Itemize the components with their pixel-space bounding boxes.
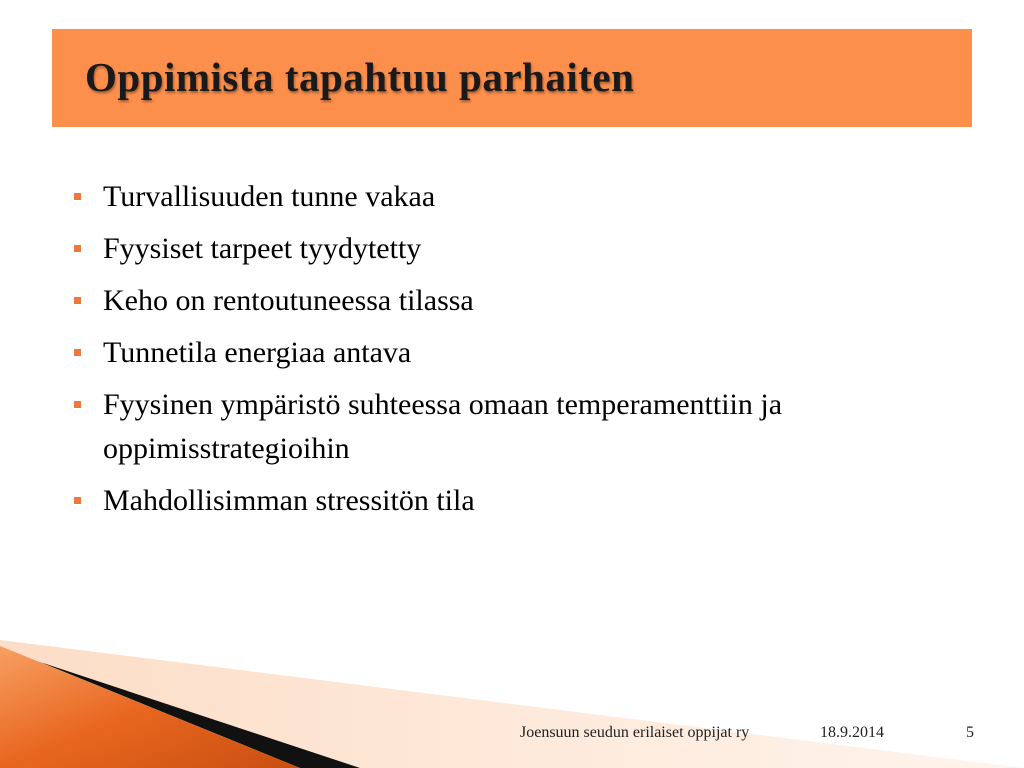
title-band xyxy=(52,29,972,127)
square-bullet-icon xyxy=(74,497,81,504)
list-item xyxy=(74,175,974,219)
footer-organization: Joensuun seudun erilaiset oppijat ry xyxy=(520,724,750,741)
slide-title: Oppimista tapahtuu parhaiten xyxy=(85,54,635,100)
bullet-list xyxy=(74,175,974,531)
square-bullet-icon xyxy=(74,297,81,304)
list-item xyxy=(74,279,974,323)
list-item xyxy=(74,227,974,271)
list-item xyxy=(74,479,974,523)
square-bullet-icon xyxy=(74,349,81,356)
bullet-text: Mahdollisimman stressitön tila xyxy=(103,484,475,517)
list-item xyxy=(74,331,974,375)
bullet-text: Fyysinen ympäristö suhteessa omaan temperamenttiin ja oppimisstrategioihin xyxy=(103,388,783,465)
bullet-text: Keho on rentoutuneessa tilassa xyxy=(103,284,474,317)
bullet-text: Turvallisuuden tunne vakaa xyxy=(103,180,436,213)
square-bullet-icon xyxy=(74,401,81,408)
bullet-text: Fyysiset tarpeet tyydytetty xyxy=(103,232,422,265)
bullet-text: Tunnetila energiaa antava xyxy=(103,336,412,369)
page-number: 5 xyxy=(966,724,974,741)
square-bullet-icon xyxy=(74,245,81,252)
square-bullet-icon xyxy=(74,193,81,200)
list-item xyxy=(74,383,974,471)
footer-date: 18.9.2014 xyxy=(820,724,884,741)
